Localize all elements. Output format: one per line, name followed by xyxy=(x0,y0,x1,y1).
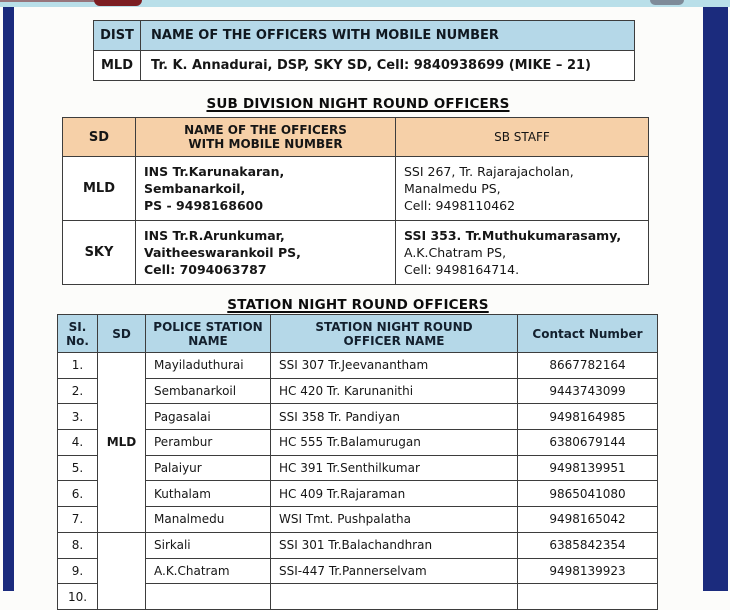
sub-division-header-row xyxy=(63,118,649,157)
station-row xyxy=(58,532,658,558)
cell-contact: 9498139951 xyxy=(518,455,658,481)
district-officer-table xyxy=(93,20,635,81)
cell-officer: WSI Tmt. Pushpalatha xyxy=(271,507,518,533)
cell-officer: SSI 358 Tr. Pandiyan xyxy=(271,404,518,430)
cell-officer: HC 409 Tr.Rajaraman xyxy=(271,481,518,507)
cropped-logo-arc xyxy=(94,0,142,6)
right-navy-border-bar xyxy=(703,0,728,591)
station-col-header-si: SI. No. xyxy=(58,315,98,353)
district-cell-officer-name: Tr. K. Annadurai, DSP, SKY SD, Cell: 9840938699 (MIKE – 21) xyxy=(141,51,635,81)
station-col-header-sd: SD xyxy=(98,315,146,353)
subdiv-cell-officer xyxy=(136,221,396,285)
subdiv-cell-sd: MLD xyxy=(63,157,136,221)
officer-line: PS - 9498168600 xyxy=(144,198,264,213)
station-col-header-station: POLICE STATION NAME xyxy=(146,315,271,353)
cell-si: 1. xyxy=(58,353,98,379)
officer-line: Vaitheeswarankoil PS, xyxy=(144,245,301,260)
cell-officer: HC 391 Tr.Senthilkumar xyxy=(271,455,518,481)
cell-si: 6. xyxy=(58,481,98,507)
sub-division-table xyxy=(62,117,649,285)
subdiv-col-header-name-text: NAME OF THE OFFICERS WITH MOBILE NUMBER xyxy=(184,123,347,151)
station-row xyxy=(58,404,658,430)
subdiv-col-header-name xyxy=(136,118,396,157)
station-officer-table xyxy=(57,314,658,610)
officer-line: Cell: 7094063787 xyxy=(144,262,267,277)
subdiv-col-header-sd: SD xyxy=(63,118,136,157)
cell-officer xyxy=(271,584,518,610)
station-section-title: STATION NIGHT ROUND OFFICERS xyxy=(227,297,489,313)
station-row-clipped xyxy=(58,584,658,610)
cell-station xyxy=(146,584,271,610)
cell-si: 8. xyxy=(58,532,98,558)
cell-si: 2. xyxy=(58,378,98,404)
cell-si: 10. xyxy=(58,584,98,610)
cell-contact: 8667782164 xyxy=(518,353,658,379)
station-row xyxy=(58,455,658,481)
cell-station: Pagasalai xyxy=(146,404,271,430)
sub-division-row-sky xyxy=(63,221,649,285)
sb-staff-line: Cell: 9498110462 xyxy=(404,198,516,213)
cell-contact: 9498164985 xyxy=(518,404,658,430)
cell-si: 7. xyxy=(58,507,98,533)
officer-line: INS Tr.R.Arunkumar, xyxy=(144,228,285,243)
cell-station: Sembanarkoil xyxy=(146,378,271,404)
cell-officer: SSI-447 Tr.Pannerselvam xyxy=(271,558,518,584)
station-row xyxy=(58,507,658,533)
district-cell-dist: MLD xyxy=(94,51,141,81)
station-row xyxy=(58,558,658,584)
station-header-row xyxy=(58,315,658,353)
cell-si: 3. xyxy=(58,404,98,430)
cell-contact xyxy=(518,584,658,610)
cell-station: Kuthalam xyxy=(146,481,271,507)
cell-officer: HC 555 Tr.Balamurugan xyxy=(271,430,518,456)
sb-staff-line: SSI 353. Tr.Muthukumarasamy, xyxy=(404,228,622,243)
officer-line: INS Tr.Karunakaran, xyxy=(144,164,285,179)
district-col-header-dist: DIST xyxy=(94,21,141,51)
cell-contact: 9865041080 xyxy=(518,481,658,507)
sb-staff-line: Cell: 9498164714. xyxy=(404,262,520,277)
cell-contact: 9443743099 xyxy=(518,378,658,404)
subdiv-cell-officer xyxy=(136,157,396,221)
subdiv-cell-sb-staff xyxy=(396,221,649,285)
cell-si: 9. xyxy=(58,558,98,584)
sub-division-row-mld xyxy=(63,157,649,221)
subdiv-cell-sb-staff xyxy=(396,157,649,221)
station-col-header-officer-text: STATION NIGHT ROUND OFFICER NAME xyxy=(315,319,473,348)
sb-staff-line: Manalmedu PS, xyxy=(404,181,501,196)
station-row xyxy=(58,430,658,456)
cell-station: A.K.Chatram xyxy=(146,558,271,584)
subdiv-cell-sd: SKY xyxy=(63,221,136,285)
subdiv-col-header-sb: SB STAFF xyxy=(396,118,649,157)
cell-contact: 9498139923 xyxy=(518,558,658,584)
cell-contact: 6380679144 xyxy=(518,430,658,456)
cell-contact: 9498165042 xyxy=(518,507,658,533)
top-red-edge-fragment xyxy=(0,0,95,2)
cell-station: Mayiladuthurai xyxy=(146,353,271,379)
cell-contact: 6385842354 xyxy=(518,532,658,558)
district-data-row xyxy=(94,51,635,81)
station-row xyxy=(58,378,658,404)
cell-station: Sirkali xyxy=(146,532,271,558)
station-row xyxy=(58,353,658,379)
sb-staff-line: SSI 267, Tr. Rajarajacholan, xyxy=(404,164,574,179)
cell-station: Perambur xyxy=(146,430,271,456)
station-col-header-contact: Contact Number xyxy=(518,315,658,353)
cell-officer: SSI 307 Tr.Jeevanantham xyxy=(271,353,518,379)
cell-station: Palaiyur xyxy=(146,455,271,481)
top-blue-strip xyxy=(0,0,730,7)
cell-si: 4. xyxy=(58,430,98,456)
cell-officer: SSI 301 Tr.Balachandhran xyxy=(271,532,518,558)
cell-si: 5. xyxy=(58,455,98,481)
sd-group-2-cell xyxy=(98,532,146,609)
station-row xyxy=(58,481,658,507)
officer-line: Sembanarkoil, xyxy=(144,181,246,196)
district-col-header-name: NAME OF THE OFFICERS WITH MOBILE NUMBER xyxy=(141,21,635,51)
cell-officer: HC 420 Tr. Karunanithi xyxy=(271,378,518,404)
cropped-graphic-smudge xyxy=(650,0,684,5)
sd-group-mld-cell: MLD xyxy=(98,353,146,533)
station-col-header-officer xyxy=(271,315,518,353)
sb-staff-line: A.K.Chatram PS, xyxy=(404,245,507,260)
left-navy-border-bar xyxy=(3,0,14,591)
sub-division-section-title: SUB DIVISION NIGHT ROUND OFFICERS xyxy=(206,96,510,112)
district-header-row xyxy=(94,21,635,51)
cell-station: Manalmedu xyxy=(146,507,271,533)
